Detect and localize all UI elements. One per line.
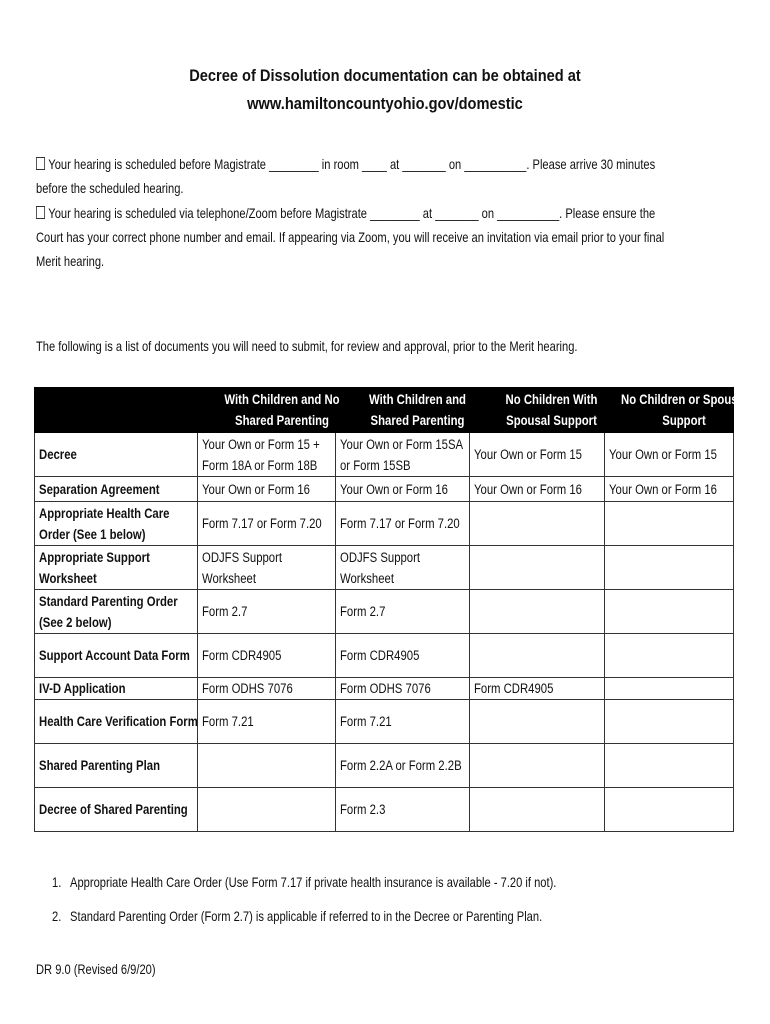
- documents-table: [34, 387, 748, 832]
- title-line-1: Decree of Dissolution documentation can be obtained at: [189, 66, 581, 85]
- row-label: Health Care Verification Form: [35, 700, 198, 744]
- table-cell: ODJFS Support Worksheet: [198, 546, 336, 590]
- table-cell: Your Own or Form 15 + Form 18A or Form 18B: [198, 433, 336, 477]
- table-cell: Your Own or Form 15: [470, 433, 605, 477]
- title-link-url[interactable]: www.hamiltoncountyohio.gov/domestic: [247, 94, 523, 113]
- table-cell: Your Own or Form 16: [198, 477, 336, 502]
- form-revision-footer: DR 9.0 (Revised 6/9/20): [36, 962, 156, 977]
- table-cell: [470, 788, 605, 832]
- table-cell: ODJFS Support Worksheet: [336, 546, 470, 590]
- table-cell: Form 2.2A or Form 2.2B: [336, 744, 470, 788]
- hearing-remote-line-3: Merit hearing.: [36, 254, 105, 269]
- table-row: [35, 590, 734, 634]
- row-label: Decree of Shared Parenting: [35, 788, 198, 832]
- table-cell: Your Own or Form 16: [336, 477, 470, 502]
- intro-text: The following is a list of documents you will need to submit, for review and approval, prior to the Merit hearing.: [36, 339, 578, 354]
- table-cell: Form ODHS 7076: [336, 678, 470, 700]
- page-title: [54, 62, 716, 118]
- table-row: [35, 744, 734, 788]
- table-cell: [470, 546, 605, 590]
- hearing-remote-line-2: Court has your correct phone number and email. If appearing via Zoom, you will receive an invitation via email prior to your final: [36, 230, 665, 245]
- table-cell: [605, 502, 734, 546]
- table-row: [35, 678, 734, 700]
- row-label: IV-D Application: [35, 678, 198, 700]
- table-row: [35, 634, 734, 678]
- footnote-item: 2. Standard Parenting Order (Form 2.7) is applicable if referred to in the Decree or Parenting Plan.: [52, 909, 543, 924]
- table-row: [35, 502, 734, 546]
- row-label: Appropriate Support Worksheet: [35, 546, 198, 590]
- column-header-blank: [35, 388, 198, 433]
- table-cell: Form 7.17 or Form 7.20: [336, 502, 470, 546]
- table-cell: [605, 700, 734, 744]
- table-row: [35, 546, 734, 590]
- hearing-in-person-line-2: before the scheduled hearing.: [36, 181, 184, 196]
- table-cell: Form 2.7: [198, 590, 336, 634]
- table-row: [35, 477, 734, 502]
- column-header: With Children and Shared Parenting: [336, 388, 470, 433]
- table-cell: Form 2.3: [336, 788, 470, 832]
- row-label: Standard Parenting Order (See 2 below): [35, 590, 198, 634]
- table-cell: Your Own or Form 15SA or Form 15SB: [336, 433, 470, 477]
- table-cell: Form CDR4905: [470, 678, 605, 700]
- table-cell: Form 7.21: [198, 700, 336, 744]
- row-label: Separation Agreement: [35, 477, 198, 502]
- table-cell: [605, 590, 734, 634]
- table-row: [35, 700, 734, 744]
- table-cell: [198, 788, 336, 832]
- table-header-row: [35, 388, 734, 433]
- table-cell: Your Own or Form 16: [605, 477, 734, 502]
- footnote-item: 1. Appropriate Health Care Order (Use Form 7.17 if private health insurance is available - 7.20 if not).: [52, 875, 557, 890]
- table-cell: [470, 590, 605, 634]
- hearing-in-person-line-1: Your hearing is scheduled before Magistrate ________ in room ____ at _______ on __________. Please arrive 30 minutes: [48, 157, 656, 172]
- row-label: Decree: [35, 433, 198, 477]
- table-cell: [605, 634, 734, 678]
- in-person-checkbox[interactable]: [36, 157, 45, 170]
- table-cell: Form 7.21: [336, 700, 470, 744]
- table-cell: [470, 634, 605, 678]
- table-cell: Form 7.17 or Form 7.20: [198, 502, 336, 546]
- row-label: Appropriate Health Care Order (See 1 below): [35, 502, 198, 546]
- table-row: [35, 788, 734, 832]
- table-cell: [605, 788, 734, 832]
- table-cell: [470, 744, 605, 788]
- column-header: No Children With Spousal Support: [470, 388, 605, 433]
- table-cell: [605, 546, 734, 590]
- row-label: Support Account Data Form: [35, 634, 198, 678]
- table-cell: [470, 502, 605, 546]
- hearing-remote-line-1: Your hearing is scheduled via telephone/Zoom before Magistrate ________ at _______ on __________. Please ensure the: [48, 206, 656, 221]
- table-cell: [605, 744, 734, 788]
- column-header: With Children and No Shared Parenting: [198, 388, 336, 433]
- column-header: No Children or Spousal Support: [605, 388, 734, 433]
- row-label: Shared Parenting Plan: [35, 744, 198, 788]
- table-cell: Form CDR4905: [198, 634, 336, 678]
- remote-checkbox[interactable]: [36, 206, 45, 219]
- table-cell: Form ODHS 7076: [198, 678, 336, 700]
- table-row: [35, 433, 734, 477]
- table-cell: Your Own or Form 15: [605, 433, 734, 477]
- hearing-remote-paragraph: [36, 202, 708, 274]
- table-cell: [470, 700, 605, 744]
- footnotes-list: [52, 866, 556, 934]
- table-cell: Form 2.7: [336, 590, 470, 634]
- table-cell: [198, 744, 336, 788]
- footnote-text: Appropriate Health Care Order (Use Form 7.17 if private health insurance is available - 7.20 if not).: [70, 875, 557, 890]
- table-cell: Your Own or Form 16: [470, 477, 605, 502]
- hearing-in-person-paragraph: [36, 153, 708, 201]
- footnote-text: Standard Parenting Order (Form 2.7) is applicable if referred to in the Decree or Parenting Plan.: [70, 909, 543, 924]
- table-cell: Form CDR4905: [336, 634, 470, 678]
- table-cell: [605, 678, 734, 700]
